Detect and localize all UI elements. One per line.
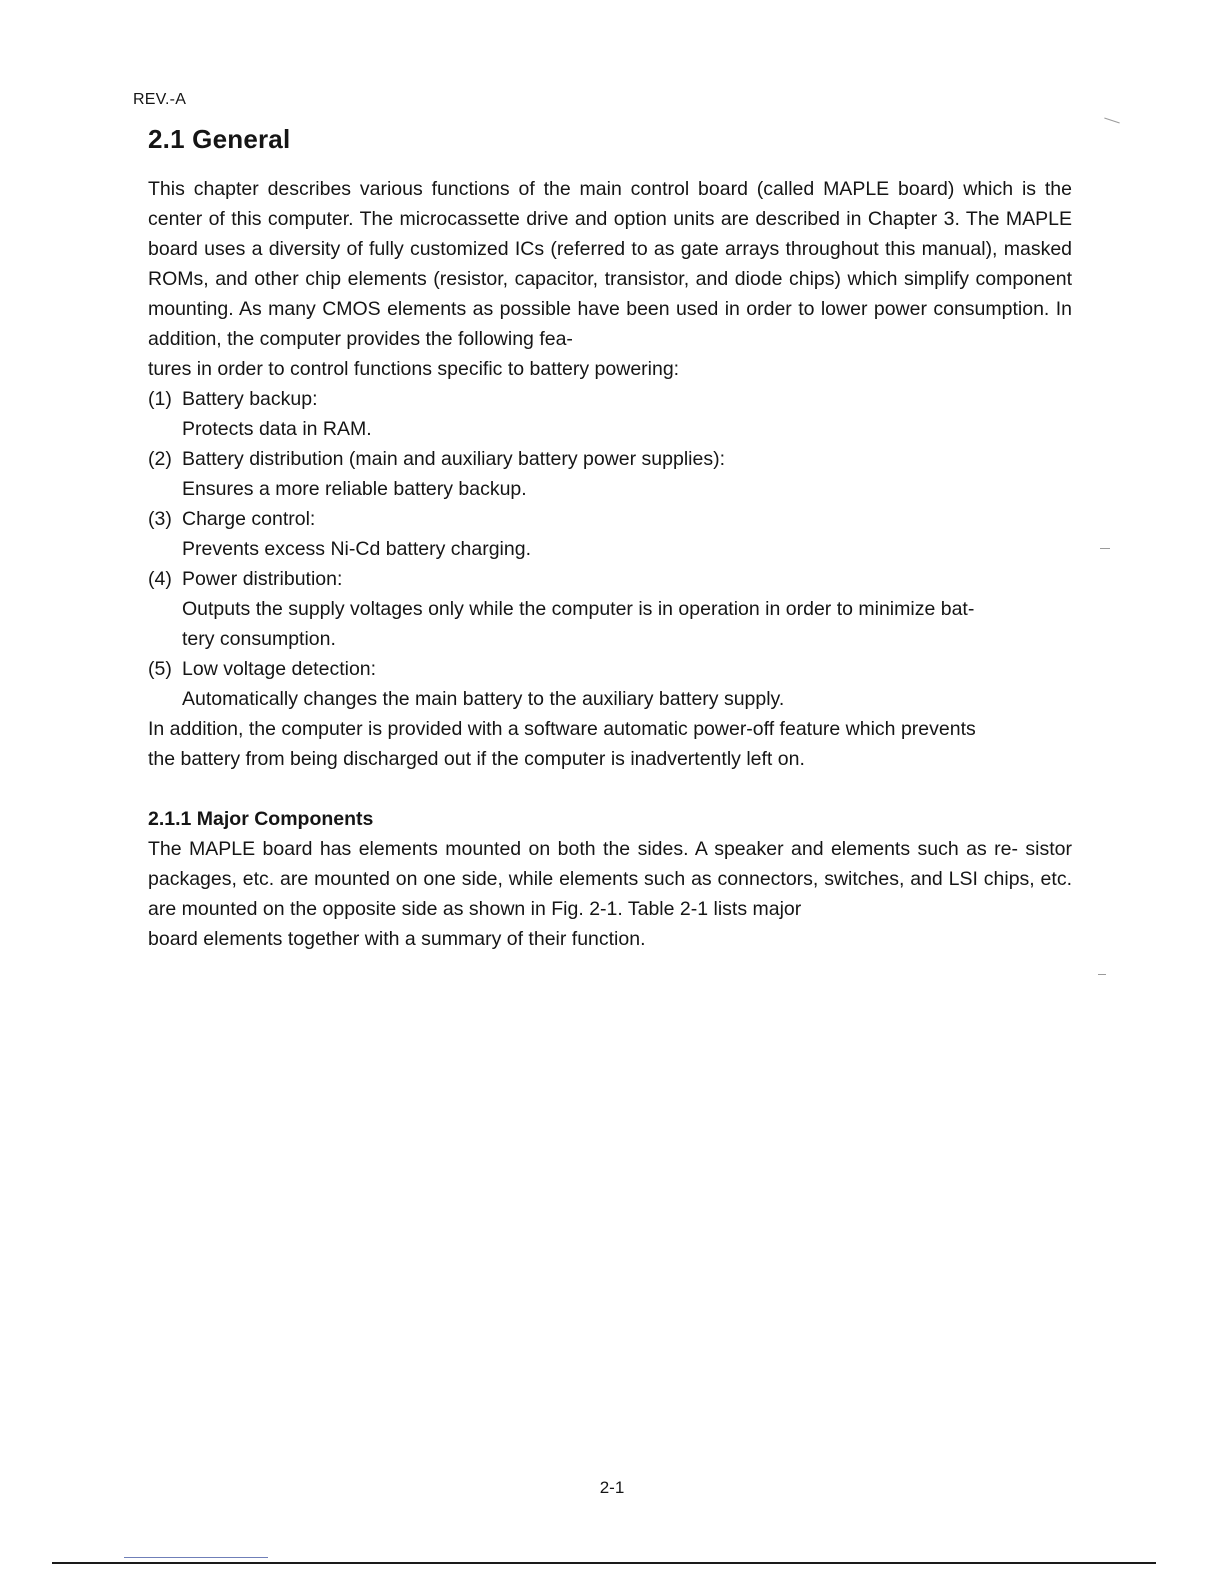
text-line: The MAPLE board has elements mounted on both the sides. A speaker and elements such as re- — [148, 838, 1018, 860]
footer-accent-rule — [124, 1557, 268, 1558]
text-line: tery consumption. — [182, 628, 336, 650]
feature-name: Power distribution: — [182, 568, 343, 590]
scan-mark — [1100, 548, 1110, 549]
feature-description: Protects data in RAM. — [182, 418, 372, 440]
scan-mark — [1098, 974, 1106, 975]
page-body — [148, 174, 1072, 954]
text-line: board elements together with a summary of their function. — [148, 928, 646, 950]
subsection-title: 2.1.1 Major Components — [148, 808, 374, 830]
text-line: LSI chips, etc. are mounted on the opposite side as shown in Fig. 2-1. Table 2-1 lists major — [148, 868, 1072, 920]
feature-description: Prevents excess Ni-Cd battery charging. — [182, 538, 531, 560]
text-line: used in order to lower power consumption. In addition, the computer provides the following fea- — [148, 298, 1072, 350]
text-line: the battery from being discharged out if the computer is inadvertently left on. — [148, 748, 805, 770]
feature-item — [148, 384, 1072, 444]
section-title: 2.1 General — [148, 124, 291, 154]
feature-description: Ensures a more reliable battery backup. — [182, 478, 527, 500]
page-number: 2-1 — [599, 1478, 625, 1497]
feature-name: Low voltage detection: — [182, 658, 377, 680]
feature-name: Battery distribution (main and auxiliary battery power supplies): — [182, 448, 726, 470]
feature-item — [148, 444, 1072, 504]
feature-name: Charge control: — [182, 508, 316, 530]
text-line: Outputs the supply voltages only while the computer is in operation in order to minimize bat- — [182, 598, 975, 620]
text-line: this manual), masked ROMs, and other chip elements (resistor, capacitor, transistor, and diode — [148, 238, 1073, 290]
feature-item — [148, 564, 1072, 654]
feature-item — [148, 654, 1072, 714]
feature-number: (2) — [148, 448, 172, 470]
revision-label: REV.-A — [133, 91, 187, 108]
feature-description — [182, 594, 1072, 654]
text-line: the center of this computer. The microcassette drive and option units are described in Chapter 3. — [148, 178, 1072, 230]
footer-rule — [52, 1562, 1156, 1564]
feature-number: (5) — [148, 658, 172, 680]
feature-number: (1) — [148, 388, 172, 410]
closing-paragraph — [148, 714, 1072, 774]
text-line: chips) which simplify component mounting. As many CMOS elements as possible have been — [148, 268, 1072, 320]
feature-item — [148, 504, 1072, 564]
text-line: In addition, the computer is provided with a software automatic power-off feature which prevents — [148, 718, 976, 740]
feature-description: Automatically changes the main battery to the auxiliary battery supply. — [182, 688, 785, 710]
text-line: This chapter describes various functions of the main control board (called MAPLE board) which is — [148, 178, 1037, 200]
scan-mark — [1104, 118, 1120, 124]
feature-number: (3) — [148, 508, 172, 530]
feature-name: Battery backup: — [182, 388, 318, 410]
feature-number: (4) — [148, 568, 172, 590]
feature-list — [148, 384, 1072, 714]
text-line: sistor packages, etc. are mounted on one side, while elements such as connectors, switches, and — [148, 838, 1072, 890]
text-line: The MAPLE board uses a diversity of fully customized ICs (referred to as gate arrays throughout — [148, 208, 1072, 260]
subsection-paragraph — [148, 834, 1072, 954]
text-line: tures in order to control functions specific to battery powering: — [148, 358, 680, 380]
intro-paragraph — [148, 174, 1072, 384]
